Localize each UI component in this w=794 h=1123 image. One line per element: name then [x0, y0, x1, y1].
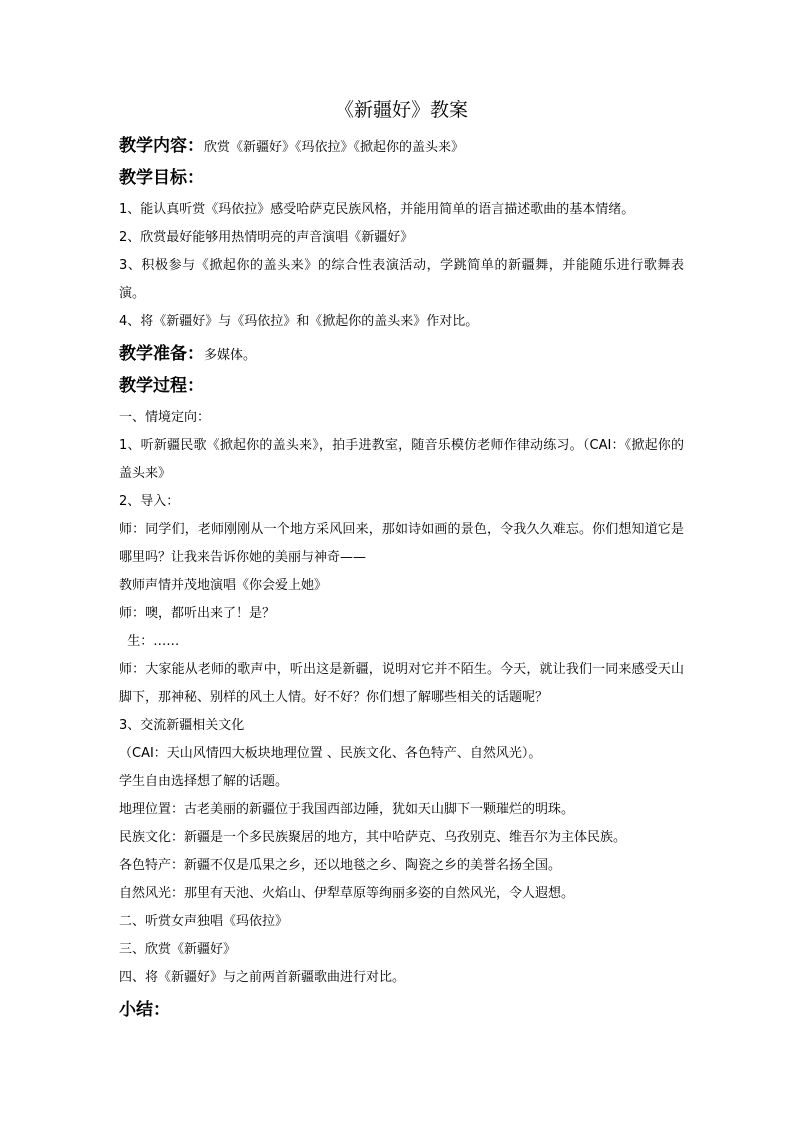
objective-item: 3、积极参与《掀起你的盖头来》的综合性表演活动，学跳简单的新疆舞，并能随乐进行歌舞表演。: [119, 258, 684, 301]
process-paragraph: 师：噢，都听出来了！是？: [119, 606, 276, 621]
process-paragraph: 师：同学们，老师刚刚从一个地方采风回来，那如诗如画的景色，令我久久难忘。你们想知道它是哪里吗？让我来告诉你她的美丽与神奇——: [119, 522, 684, 565]
content-section: [119, 134, 684, 160]
summary-heading: 小结：: [119, 1000, 170, 1020]
process-paragraph: 三、欣赏《新疆好》: [119, 942, 237, 957]
process-paragraph: 二、听赏女声独唱《玛依拉》: [119, 914, 289, 929]
process-paragraph: 师：大家能从老师的歌声中，听出这是新疆，说明对它并不陌生。今天，就让我们一同来感受天山脚下，那神秘、别样的风土人情。好不好？你们想了解哪些相关的话题呢？: [119, 662, 684, 705]
objective-item: 4、将《新疆好》与《玛依拉》和《掀起你的盖头来》作对比。: [119, 314, 479, 329]
process-paragraph: 教师声情并茂地演唱《你会爱上她》: [119, 578, 328, 593]
objective-item: 1、能认真听赏《玛依拉》感受哈萨克民族风格，并能用简单的语言描述歌曲的基本情绪。: [119, 202, 635, 217]
process-heading: 教学过程：: [119, 376, 204, 396]
content-text: 欣赏《新疆好》《玛依拉》《掀起你的盖头来》: [204, 140, 465, 155]
process-paragraph: 四、将《新疆好》与之前两首新疆歌曲进行对比。: [119, 970, 406, 985]
process-paragraph: 3、交流新疆相关文化: [119, 718, 245, 733]
preparation-section: [119, 342, 684, 368]
process-paragraph: （CAI：天山风情四大板块地理位置 、民族文化、各色特产、自然风光）。: [119, 746, 542, 761]
objectives-heading: 教学目标：: [119, 168, 204, 188]
process-paragraph: 生：……: [119, 634, 180, 649]
process-paragraph: 学生自由选择想了解的话题。: [119, 774, 289, 789]
process-paragraph: 自然风光：那里有天池、火焰山、伊犁草原等绚丽多姿的自然风光，令人遐想。: [119, 886, 575, 901]
content-label: 教学内容：: [119, 136, 204, 156]
preparation-label: 教学准备：: [119, 344, 204, 364]
process-paragraph: 一、情境定向：: [119, 410, 211, 425]
preparation-text: 多媒体。: [204, 348, 257, 363]
process-paragraph: 各色特产：新疆不仅是瓜果之乡，还以地毯之乡、陶瓷之乡的美誉名扬全国。: [119, 858, 562, 873]
objective-item: 2、欣赏最好能够用热情明亮的声音演唱《新疆好》: [119, 230, 414, 245]
process-paragraph: 地理位置：古老美丽的新疆位于我国西部边陲，犹如天山脚下一颗璀烂的明珠。: [119, 802, 575, 817]
process-paragraph: 民族文化：新疆是一个多民族聚居的地方，其中哈萨克、乌孜别克、维吾尔为主体民族。: [119, 830, 627, 845]
document-title: 《新疆好》教案: [334, 99, 468, 121]
process-paragraph: 1、听新疆民歌《掀起你的盖头来》，拍手进教室，随音乐模仿老师作律动练习。（CAI：《掀起你的盖头来》: [119, 438, 684, 481]
process-paragraph: 2、导入：: [119, 494, 180, 509]
